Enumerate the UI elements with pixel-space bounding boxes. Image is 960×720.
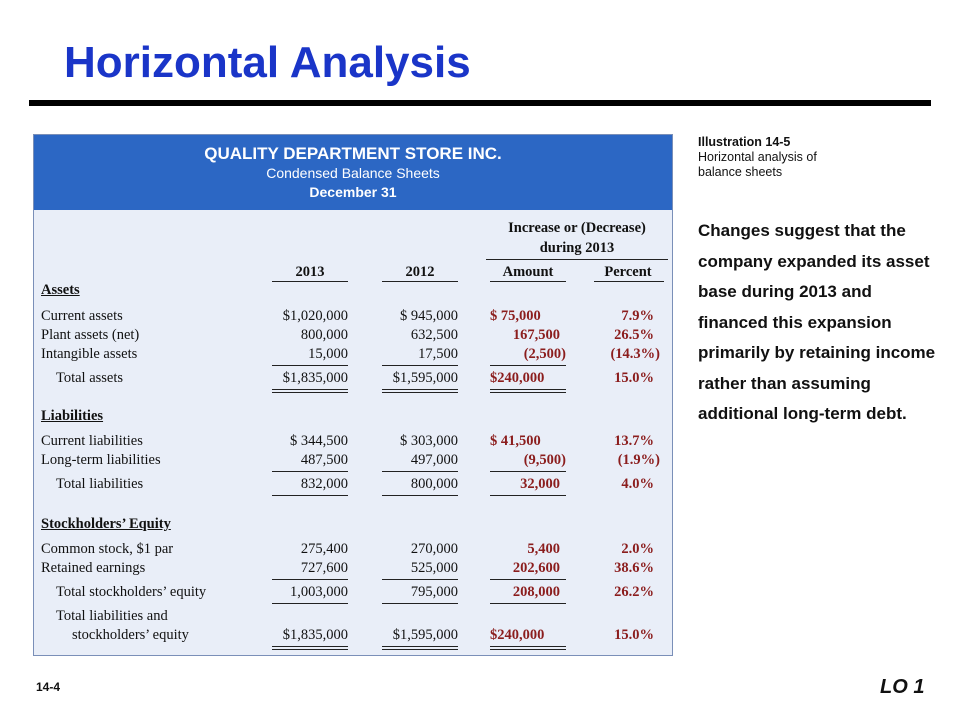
row-value-2012: $ 945,000 — [400, 308, 458, 324]
row-value-2012: 632,500 — [410, 327, 458, 343]
table-header — [34, 135, 672, 210]
company-name: QUALITY DEPARTMENT STORE INC. — [204, 144, 502, 163]
row-value-2013: $1,835,000 — [282, 370, 348, 386]
row-value-2012: $1,595,000 — [392, 370, 458, 386]
row-label: Plant assets (net) — [41, 327, 140, 343]
row-value-2013: 487,500 — [300, 452, 348, 468]
subtotal-line — [272, 603, 348, 604]
row-label: Current liabilities — [41, 433, 143, 449]
section-liabilities: Liabilities — [41, 408, 104, 424]
page-number: 14-4 — [36, 680, 61, 694]
row-change-percent: (14.3%) — [610, 346, 660, 362]
illustration-number: Illustration 14-5 — [698, 135, 791, 149]
row-change-amount: $240,000 — [490, 627, 545, 643]
total-double-line — [382, 389, 458, 393]
row-change-percent: 7.9% — [621, 308, 654, 324]
subtotal-line — [272, 579, 348, 580]
row-change-amount: (2,500) — [523, 346, 566, 362]
row-change-percent: 26.2% — [614, 584, 654, 600]
row-change-amount: 202,600 — [512, 560, 560, 576]
row-value-2012: 525,000 — [410, 560, 458, 576]
row-change-percent: 38.6% — [614, 560, 654, 576]
row-value-2012: 270,000 — [410, 541, 458, 557]
subtotal-line — [382, 471, 458, 472]
row-label: Common stock, $1 par — [41, 541, 174, 557]
row-value-2013: $1,020,000 — [282, 308, 348, 324]
column-underline-2013 — [272, 281, 348, 282]
row-label: Total liabilities — [56, 476, 144, 492]
group-header-line1: Increase or (Decrease) — [508, 220, 646, 236]
illustration-caption-line1: Horizontal analysis of — [698, 150, 817, 164]
subtotal-line — [382, 365, 458, 366]
statement-name: Condensed Balance Sheets — [266, 165, 440, 181]
row-change-amount: $240,000 — [490, 370, 545, 386]
column-header-percent: Percent — [604, 264, 652, 280]
row-value-2013: 1,003,000 — [290, 584, 348, 600]
row-value-2012: 17,500 — [418, 346, 458, 362]
column-underline-2012 — [382, 281, 458, 282]
row-value-2013: 275,400 — [300, 541, 348, 557]
section-stockholders-equity: Stockholders’ Equity — [41, 516, 171, 532]
row-change-amount: 5,400 — [527, 541, 560, 557]
row-label-line2: stockholders’ equity — [72, 627, 189, 643]
subtotal-line — [490, 603, 566, 604]
subtotal-line — [490, 495, 566, 496]
row-label: Long-term liabilities — [41, 452, 161, 468]
group-header-line2: during 2013 — [539, 240, 615, 256]
subtotal-line — [490, 471, 566, 472]
row-change-percent: 15.0% — [614, 627, 654, 643]
row-label: Total assets — [56, 370, 124, 386]
row-label: Intangible assets — [41, 346, 138, 362]
row-change-percent: 26.5% — [614, 327, 654, 343]
row-change-amount: (9,500) — [523, 452, 566, 468]
column-header-2012: 2012 — [405, 264, 435, 280]
row-change-percent: 13.7% — [614, 433, 654, 449]
explanation-text: Changes suggest that the company expanded its asset base during 2013 and financed this expansion primarily by retaining income rather than assuming additional long-term debt. — [698, 221, 936, 423]
subtotal-line — [272, 365, 348, 366]
slide-title: Horizontal Analysis — [64, 38, 471, 87]
row-value-2013: 832,000 — [300, 476, 348, 492]
row-change-amount: 32,000 — [520, 476, 560, 492]
subtotal-line — [490, 579, 566, 580]
row-value-2013: 800,000 — [300, 327, 348, 343]
row-label: Retained earnings — [41, 560, 146, 576]
column-header-2013: 2013 — [295, 264, 325, 280]
total-double-line — [272, 646, 348, 650]
section-assets: Assets — [41, 282, 80, 298]
total-double-line — [272, 389, 348, 393]
row-change-amount: 167,500 — [512, 327, 560, 343]
row-change-percent: 2.0% — [621, 541, 654, 557]
row-label: Total stockholders’ equity — [56, 584, 207, 600]
subtotal-line — [272, 495, 348, 496]
row-value-2012: $1,595,000 — [392, 627, 458, 643]
total-double-line — [490, 646, 566, 650]
subtotal-line — [382, 495, 458, 496]
total-double-line — [382, 646, 458, 650]
row-change-percent: (1.9%) — [617, 452, 660, 468]
row-value-2012: $ 303,000 — [400, 433, 458, 449]
row-value-2012: 497,000 — [410, 452, 458, 468]
row-change-amount: 208,000 — [512, 584, 560, 600]
illustration-caption-line2: balance sheets — [698, 165, 783, 179]
subtotal-line — [490, 365, 566, 366]
row-value-2012: 795,000 — [410, 584, 458, 600]
row-change-percent: 4.0% — [621, 476, 654, 492]
total-double-line — [490, 389, 566, 393]
group-header-underline — [486, 259, 668, 260]
column-underline-percent — [594, 281, 664, 282]
row-label-line1: Total liabilities and — [56, 608, 168, 624]
column-underline-amount — [490, 281, 566, 282]
subtotal-line — [272, 471, 348, 472]
row-change-percent: 15.0% — [614, 370, 654, 386]
subtotal-line — [382, 603, 458, 604]
learning-objective-label: LO 1 — [880, 676, 925, 698]
column-header-amount: Amount — [502, 264, 554, 280]
row-value-2013: $ 344,500 — [290, 433, 348, 449]
row-value-2013: 727,600 — [300, 560, 348, 576]
illustration-caption — [698, 135, 817, 180]
row-change-amount: $ 75,000 — [490, 308, 541, 324]
statement-date: December 31 — [309, 184, 397, 200]
title-divider — [29, 100, 931, 106]
row-value-2012: 800,000 — [410, 476, 458, 492]
row-label: Current assets — [41, 308, 123, 324]
balance-sheet-table — [33, 134, 673, 656]
row-value-2013: 15,000 — [308, 346, 348, 362]
subtotal-line — [382, 579, 458, 580]
row-change-amount: $ 41,500 — [490, 433, 541, 449]
row-value-2013: $1,835,000 — [282, 627, 348, 643]
